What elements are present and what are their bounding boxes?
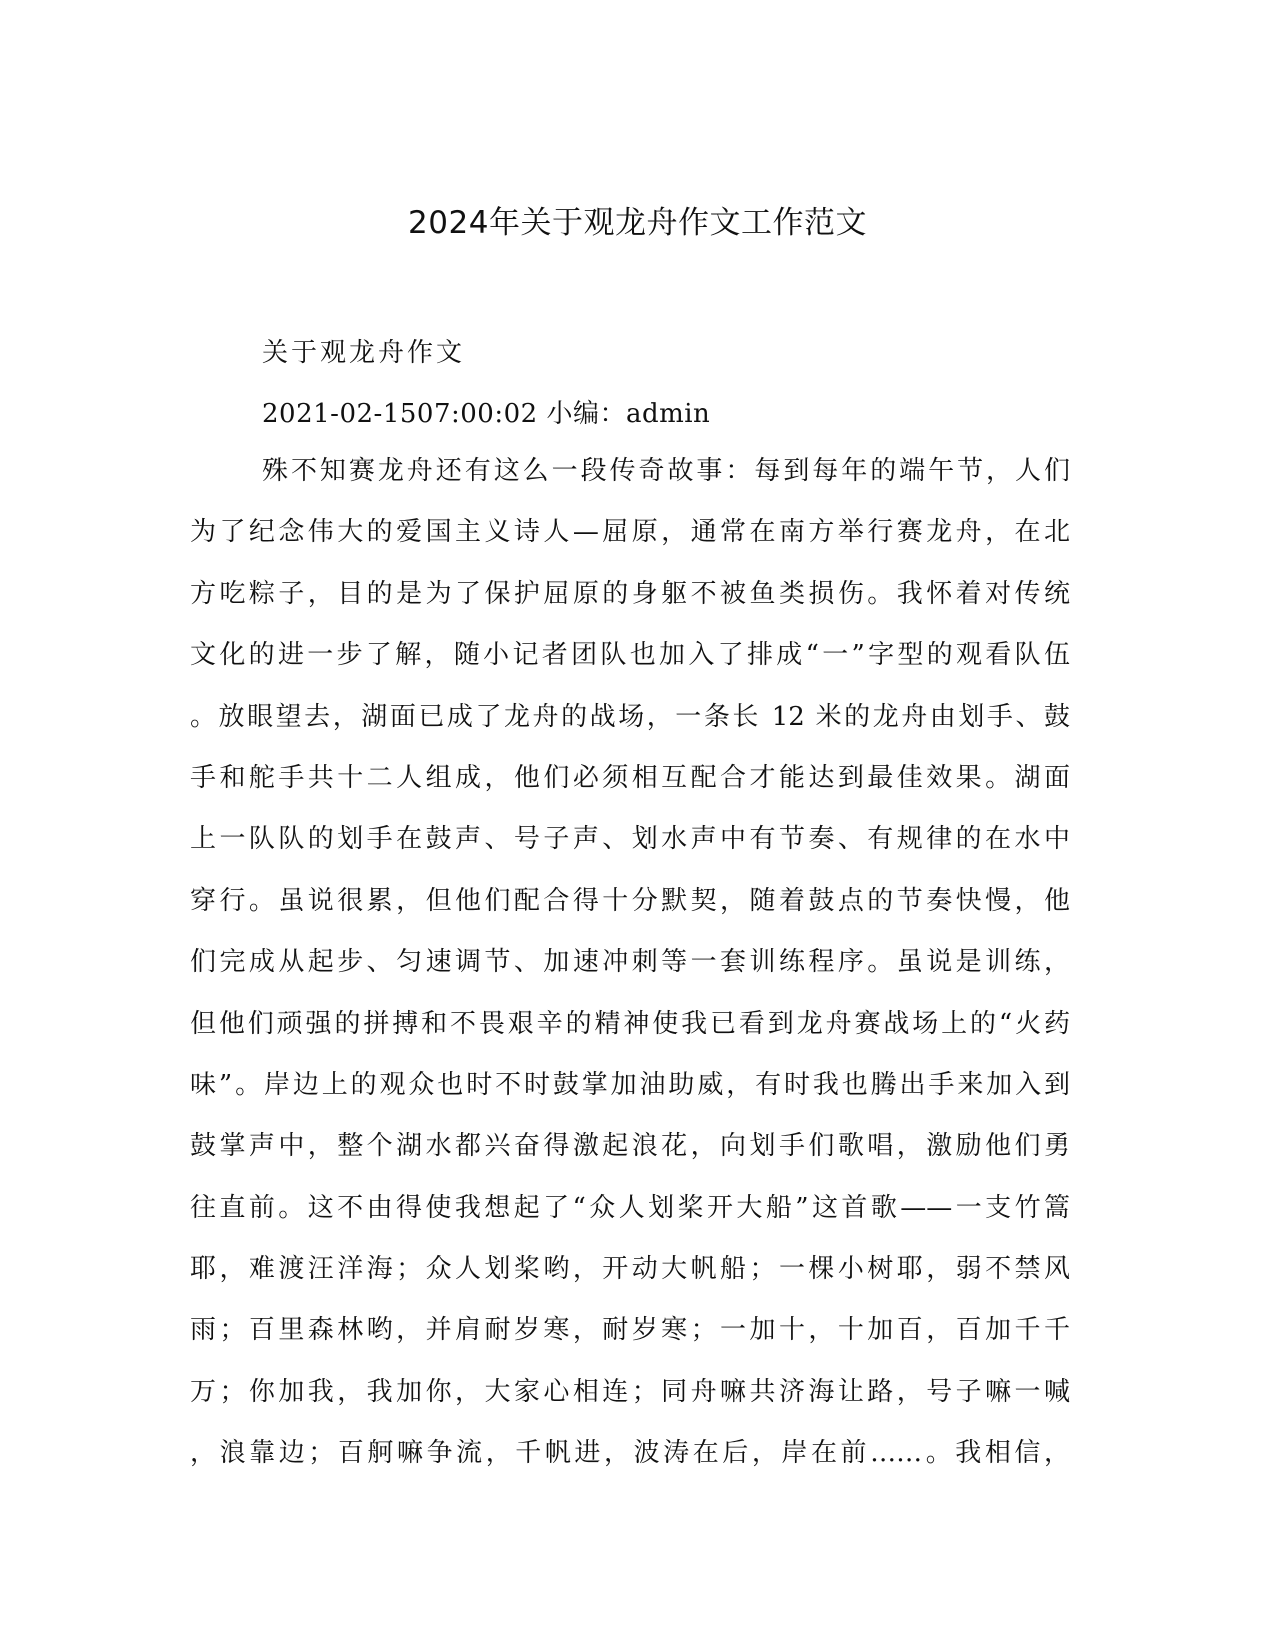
body-line: 但他们顽强的拼搏和不畏艰辛的精神使我已看到龙舟赛战场上的“火药 [190,1008,1070,1039]
body-line: 手和舵手共十二人组成，他们必须相互配合才能达到最佳效果。湖面 [190,762,1070,793]
document-subtitle: 关于观龙舟作文 [262,338,466,368]
body-line: 耶，难渡汪洋海；众人划桨哟，开动大帆船；一棵小树耶，弱不禁风 [190,1254,1070,1285]
body-line: 雨；百里森林哟，并肩耐岁寒，耐岁寒；一加十，十加百，百加千千 [190,1315,1070,1346]
document-body [190,454,1070,1498]
body-line: 味”。岸边上的观众也时不时鼓掌加油助威，有时我也腾出手来加入到 [190,1069,1070,1100]
body-line: 们完成从起步、匀速调节、加速冲刺等一套训练程序。虽说是训练， [190,947,1070,978]
body-line: 往直前。这不由得使我想起了“众人划桨开大船”这首歌——一支竹篙 [190,1192,1070,1223]
body-line: 殊不知赛龙舟还有这么一段传奇故事：每到每年的端午节，人们 [262,456,1070,486]
body-line: 穿行。虽说很累，但他们配合得十分默契，随着鼓点的节奏快慢，他 [190,885,1070,916]
body-line: 文化的进一步了解，随小记者团队也加入了排成“一”字型的观看队伍 [190,640,1070,671]
body-line: 鼓掌声中，整个湖水都兴奋得激起浪花，向划手们歌唱，激励他们勇 [190,1131,1070,1162]
body-line: 为了纪念伟大的爱国主义诗人—屈原，通常在南方举行赛龙舟，在北 [190,517,1070,548]
body-line: 万；你加我，我加你，大家心相连；同舟嘛共济海让路，号子嘛一喊 [190,1376,1070,1407]
body-line: 。放眼望去，湖面已成了龙舟的战场，一条长 12 米的龙舟由划手、鼓 [190,701,1070,732]
body-line: ，浪靠边；百舸嘛争流，千帆进，波涛在后，岸在前……。我相信， [190,1438,1070,1469]
document-meta: 2021-02-1507:00:02 小编：admin [262,399,711,429]
body-line: 方吃粽子，目的是为了保护屈原的身躯不被鱼类损伤。我怀着对传统 [190,578,1070,609]
body-line: 上一队队的划手在鼓声、号子声、划水声中有节奏、有规律的在水中 [190,824,1070,855]
document-title: 2024年关于观龙舟作文工作范文 [408,205,867,241]
